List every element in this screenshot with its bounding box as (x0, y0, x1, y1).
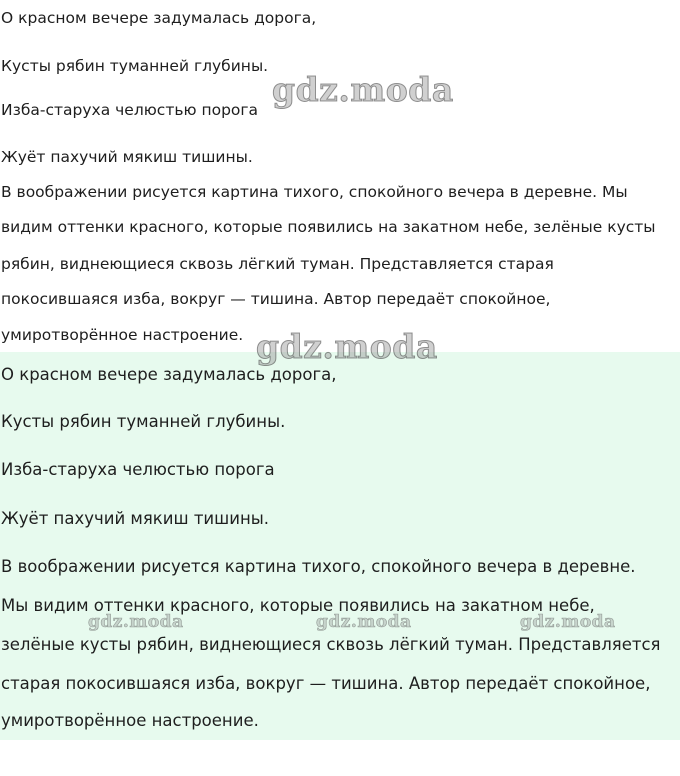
paragraph-line-4: старая покосившаяся изба, вокруг — тишина. Автор передаёт спокойное, (1, 674, 651, 693)
paragraph-line-5: умиротворённое настроение. (1, 326, 244, 344)
watermark: gdz.moda (520, 612, 616, 632)
watermark: gdz.moda (88, 612, 184, 632)
poem-line-2: Кусты рябин туманней глубины. (1, 412, 286, 431)
answer-highlighted-block (0, 352, 680, 740)
watermark: gdz.moda (272, 70, 454, 109)
watermark: gdz.moda (256, 327, 438, 366)
poem-line-3: Изба-старуха челюстью порога (1, 101, 259, 119)
paragraph-line-2: видим оттенки красного, которые появились на закатном небе, зелёные кусты (1, 218, 656, 236)
poem-line-2: Кусты рябин туманней глубины. (1, 57, 269, 75)
poem-line-1: О красном вечере задумалась дорога, (1, 365, 337, 384)
paragraph-line-5: умиротворённое настроение. (1, 711, 259, 730)
paragraph-line-2: Мы видим оттенки красного, которые появились на закатном небе, (1, 596, 595, 615)
poem-line-3: Изба-старуха челюстью порога (1, 460, 275, 479)
poem-line-4: Жуёт пахучий мякиш тишины. (1, 509, 270, 528)
paragraph-line-1: В воображении рисуется картина тихого, спокойного вечера в деревне. (1, 557, 636, 576)
poem-line-1: О красном вечере задумалась дорога, (1, 9, 317, 27)
paragraph-line-1: В воображении рисуется картина тихого, спокойного вечера в деревне. Мы (1, 183, 628, 201)
watermark: gdz.moda (316, 612, 412, 632)
paragraph-line-3: зелёные кусты рябин, виднеющиеся сквозь лёгкий туман. Представляется (1, 635, 661, 654)
paragraph-line-3: рябин, виднеющиеся сквозь лёгкий туман. Представляется старая (1, 255, 554, 273)
poem-line-4: Жуёт пахучий мякиш тишины. (1, 148, 253, 166)
paragraph-line-4: покосившаяся изба, вокруг — тишина. Автор передаёт спокойное, (1, 290, 551, 308)
